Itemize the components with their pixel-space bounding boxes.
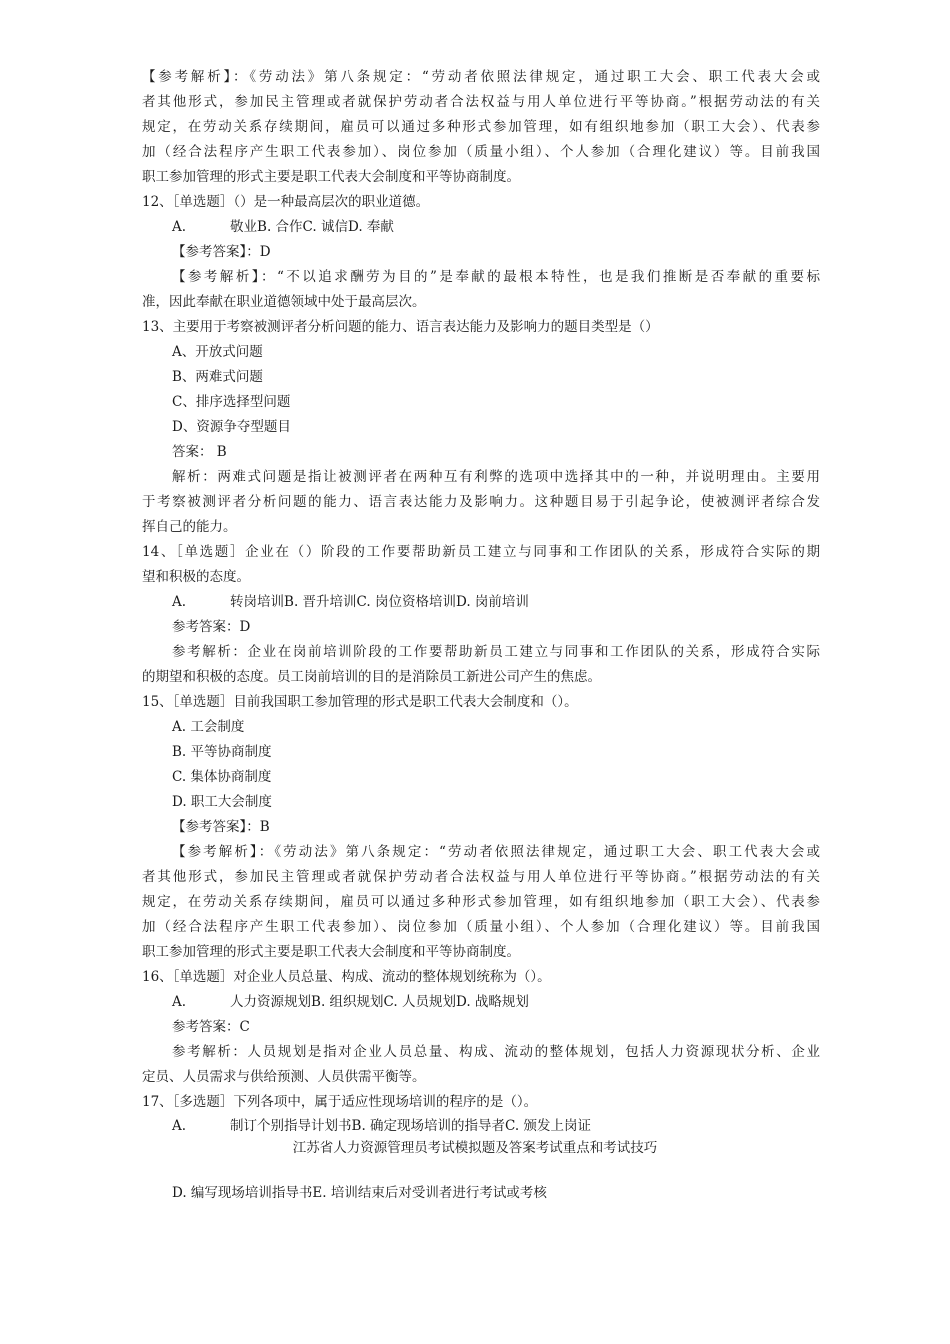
q14-analysis-line-1: 参考解析：企业在岗前培训阶段的工作要帮助新员工建立与同事和工作团队的关系，形成符合实际 bbox=[172, 644, 820, 660]
q16-analysis-line-1: 参考解析：人员规划是指对企业人员总量、构成、流动的整体规划，包括人力资源现状分析、企业 bbox=[172, 1044, 820, 1060]
q13-analysis-line-3: 挥自己的能力。 bbox=[142, 519, 237, 535]
option-prefix: A. bbox=[172, 994, 187, 1010]
q16-analysis-line-2: 定员、人员需求与供给预测、人员供需平衡等。 bbox=[142, 1069, 426, 1085]
q15-option-a: A. 工会制度 bbox=[172, 719, 245, 735]
q12-analysis-line-1: 【参考解析】：“不以追求酬劳为目的”是奉献的最根本特性，也是我们推断是否奉献的重要标 bbox=[172, 269, 820, 285]
q11-analysis-line-3: 规定，在劳动关系存续期间，雇员可以通过多种形式参加管理，如有组织地参加（职工大会）、代表参 bbox=[142, 119, 820, 135]
question-13: 13、主要用于考察被测评者分析问题的能力、语言表达能力及影响力的题目类型是（） bbox=[142, 319, 659, 335]
question-12: 12、［单选题］（）是一种最高层次的职业道德。 bbox=[142, 194, 430, 210]
q11-analysis-line-4: 加（经合法程序产生职工代表参加）、岗位参加（质量小组）、个人参加（合理化建议）等。目前我国 bbox=[142, 144, 820, 160]
q14-analysis-line-2: 的期望和积极的态度。员工岗前培训的目的是消除员工新进公司产生的焦虑。 bbox=[142, 669, 601, 685]
q11-analysis-line-2: 者其他形式，参加民主管理或者就保护劳动者合法权益与用人单位进行平等协商。”根据劳动法的有关 bbox=[142, 94, 820, 110]
q15-answer: 【参考答案】：B bbox=[172, 819, 270, 835]
q12-analysis-line-2: 准，因此奉献在职业道德领域中处于最高层次。 bbox=[142, 294, 426, 310]
option-prefix: A. bbox=[172, 219, 187, 235]
q16-options: A. 人力资源规划B. 组织规划C. 人员规划D. 战略规划 bbox=[172, 994, 529, 1010]
q13-option-b: B、两难式问题 bbox=[172, 369, 263, 385]
q17-options-line-2: D. 编写现场培训指导书E. 培训结束后对受训者进行考试或考核 bbox=[172, 1185, 547, 1201]
q15-option-d: D. 职工大会制度 bbox=[172, 794, 272, 810]
q15-option-c: C. 集体协商制度 bbox=[172, 769, 272, 785]
page-footer-title: 江苏省人力资源管理员考试模拟题及答案考试重点和考试技巧 bbox=[292, 1140, 658, 1156]
q14-answer: 参考答案：D bbox=[172, 619, 251, 635]
q15-analysis-line-5: 职工参加管理的形式主要是职工代表大会制度和平等协商制度。 bbox=[142, 944, 520, 960]
q13-answer: 答案： B bbox=[172, 444, 227, 460]
q13-option-c: C、排序选择型问题 bbox=[172, 394, 291, 410]
q16-answer: 参考答案：C bbox=[172, 1019, 250, 1035]
q13-analysis-line-1: 解析：两难式问题是指让被测评者在两种互有利弊的选项中选择其中的一种，并说明理由。主要用 bbox=[172, 469, 820, 485]
q15-analysis-line-1: 【参考解析】：《劳动法》第八条规定：“劳动者依照法律规定，通过职工大会、职工代表大会或 bbox=[172, 844, 820, 860]
q12-options: A. 敬业B. 合作C. 诚信D. 奉献 bbox=[172, 219, 394, 235]
q17-options-line-1: A. 制订个别指导计划书B. 确定现场培训的指导者C. 颁发上岗证 bbox=[172, 1118, 591, 1134]
question-14-line-1: 14、［单选题］企业在（）阶段的工作要帮助新员工建立与同事和工作团队的关系，形成符合实际的期 bbox=[142, 544, 820, 560]
question-17: 17、［多选题］下列各项中，属于适应性现场培训的程序的是（）。 bbox=[142, 1094, 538, 1110]
q11-analysis-line-1: 【参考解析】：《劳动法》第八条规定：“劳动者依照法律规定，通过职工大会、职工代表大会或 bbox=[142, 69, 820, 85]
question-16: 16、［单选题］对企业人员总量、构成、流动的整体规划统称为（）。 bbox=[142, 969, 551, 985]
q13-analysis-line-2: 于考察被测评者分析问题的能力、语言表达能力及影响力。这种题目易于引起争论，使被测评者综合发 bbox=[142, 494, 820, 510]
option-prefix: A. bbox=[172, 594, 187, 610]
question-14-line-2: 望和积极的态度。 bbox=[142, 569, 250, 585]
q15-option-b: B. 平等协商制度 bbox=[172, 744, 272, 760]
question-15: 15、［单选题］目前我国职工参加管理的形式是职工代表大会制度和（）。 bbox=[142, 694, 578, 710]
q11-analysis-line-5: 职工参加管理的形式主要是职工代表大会制度和平等协商制度。 bbox=[142, 169, 520, 185]
q13-option-d: D、资源争夺型题目 bbox=[172, 419, 291, 435]
q15-analysis-line-3: 规定，在劳动关系存续期间，雇员可以通过多种形式参加管理，如有组织地参加（职工大会）、代表参 bbox=[142, 894, 820, 910]
q12-answer: 【参考答案】：D bbox=[172, 244, 271, 260]
option-prefix: A. bbox=[172, 1118, 187, 1134]
q13-option-a: A、开放式问题 bbox=[172, 344, 263, 360]
q14-options: A. 转岗培训B. 晋升培训C. 岗位资格培训D. 岗前培训 bbox=[172, 594, 529, 610]
q15-analysis-line-2: 者其他形式，参加民主管理或者就保护劳动者合法权益与用人单位进行平等协商。”根据劳动法的有关 bbox=[142, 869, 820, 885]
q15-analysis-line-4: 加（经合法程序产生职工代表参加）、岗位参加（质量小组）、个人参加（合理化建议）等。目前我国 bbox=[142, 919, 820, 935]
